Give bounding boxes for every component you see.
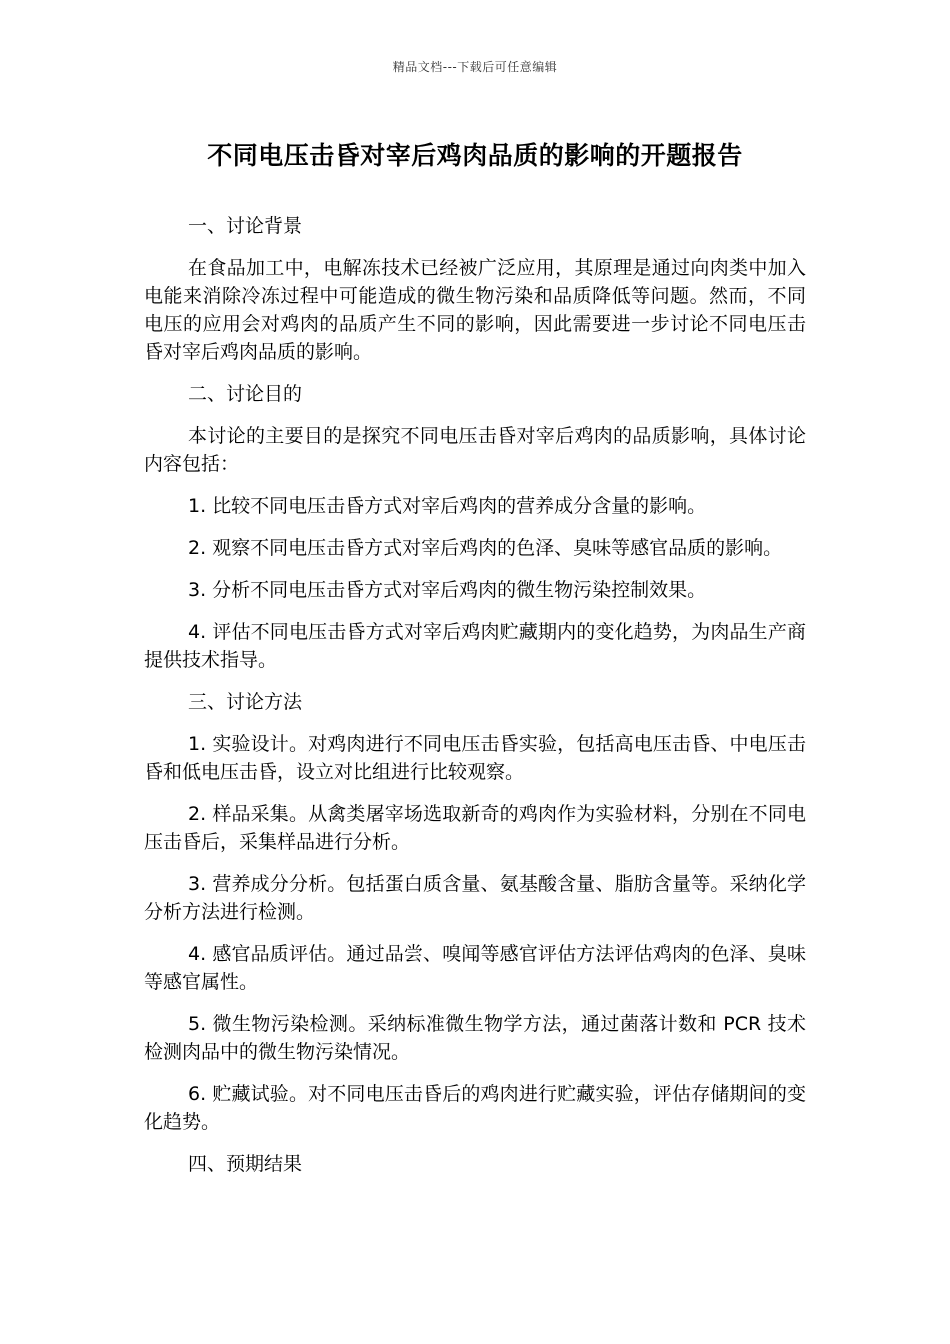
section-heading-background: 一、讨论背景 (188, 215, 303, 237)
document-body (144, 212, 806, 1192)
objective-item: 3. 分析不同电压击昏方式对宰后鸡肉的微生物污染控制效果。 (188, 579, 707, 601)
page-header-watermark: 精品文档---下载后可任意编辑 (392, 60, 558, 74)
document-title: 不同电压击昏对宰后鸡肉品质的影响的开题报告 (207, 141, 743, 170)
method-item: 4. 感官品质评估。通过品尝、嗅闻等感官评估方法评估鸡肉的色泽、臭味等感官属性。 (144, 943, 806, 993)
background-paragraph: 在食品加工中，电解冻技术已经被广泛应用，其原理是通过向肉类中加入电能来消除冷冻过程中可能造成的微生物污染和品质降低等问题。然而，不同电压的应用会对鸡肉的品质产生不同的影响，因此需要进一步讨论不同电压击昏对宰后鸡肉品质的影响。 (144, 257, 806, 363)
section-heading-results: 四、预期结果 (188, 1153, 303, 1175)
method-item: 5. 微生物污染检测。采纳标准微生物学方法，通过菌落计数和 PCR 技术检测肉品中的微生物污染情况。 (144, 1013, 806, 1063)
objectives-intro-paragraph: 本讨论的主要目的是探究不同电压击昏对宰后鸡肉的品质影响，具体讨论内容包括： (144, 425, 806, 475)
objective-item: 1. 比较不同电压击昏方式对宰后鸡肉的营养成分含量的影响。 (188, 495, 707, 517)
method-item: 3. 营养成分分析。包括蛋白质含量、氨基酸含量、脂肪含量等。采纳化学分析方法进行检测。 (144, 873, 806, 923)
method-item: 1. 实验设计。对鸡肉进行不同电压击昏实验，包括高电压击昏、中电压击昏和低电压击昏，设立对比组进行比较观察。 (144, 733, 806, 783)
method-item: 2. 样品采集。从禽类屠宰场选取新奇的鸡肉作为实验材料，分别在不同电压击昏后，采集样品进行分析。 (144, 803, 806, 853)
section-heading-methods: 三、讨论方法 (188, 691, 303, 713)
objective-item: 4. 评估不同电压击昏方式对宰后鸡肉贮藏期内的变化趋势，为肉品生产商提供技术指导。 (144, 621, 806, 671)
method-item: 6. 贮藏试验。对不同电压击昏后的鸡肉进行贮藏实验，评估存储期间的变化趋势。 (144, 1083, 806, 1133)
objective-item: 2. 观察不同电压击昏方式对宰后鸡肉的色泽、臭味等感官品质的影响。 (188, 537, 783, 559)
section-heading-objectives: 二、讨论目的 (188, 383, 303, 405)
